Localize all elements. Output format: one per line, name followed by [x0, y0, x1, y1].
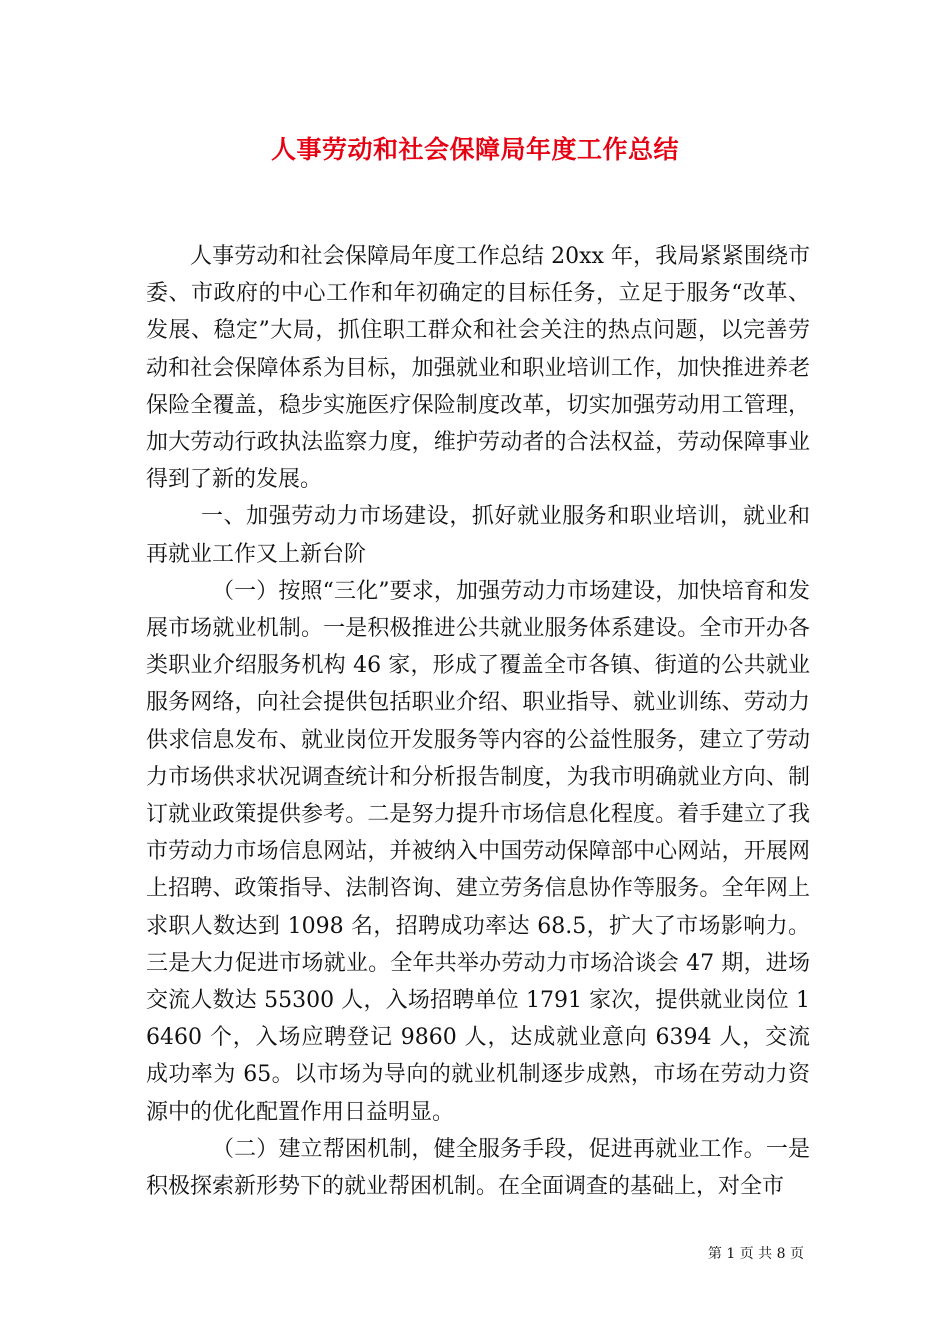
page-number: 第 1 页 共 8 页 [707, 1246, 804, 1262]
subsection-paragraph-2: （二）建立帮困机制，健全服务手段，促进再就业工作。一是积极探索新形势下的就业帮困机制。在全面调查的基础上，对全市 [146, 1136, 810, 1200]
document-title: 人事劳动和社会保障局年度工作总结 [270, 135, 679, 164]
intro-paragraph: 人事劳动和社会保障局年度工作总结 20xx 年，我局紧紧围绕市委、市政府的中心工作和年初确定的目标任务，立足于服务“改革、发展、稳定”大局，抓住职工群众和社会关注的热点问题，以完善劳动和社会保障体系为目标，加强就业和职业培训工作，加快推进养老保险全覆盖，稳步实施医疗保险制度改革，切实加强劳动用工管理，加大劳动行政执法监察力度，维护劳动者的合法权益，劳动保障事业得到了新的发展。 [146, 244, 810, 493]
document-body [146, 238, 810, 1205]
subsection-paragraph-1: （一）按照“三化”要求，加强劳动力市场建设，加快培育和发展市场就业机制。一是积极推进公共就业服务体系建设。全市开办各类职业介绍服务机构 46 家，形成了覆盖全市各镇、街道的公共就业服务网络，向社会提供包括职业介绍、职业指导、就业训练、劳动力供求信息发布、就业岗位开发服务等内容的公益性服务，建立了劳动力市场供求状况调查统计和分析报告制度，为我市明确就业方向、制订就业政策提供参考。二是努力提升市场信息化程度。着手建立了我市劳动力市场信息网站，并被纳入中国劳动保障部中心网站，开展网上招聘、政策指导、法制咨询、建立劳务信息协作等服务。全年网上求职人数达到 1098 名，招聘成功率达 68.5，扩大了市场影响力。三是大力促进市场就业。全年共举办劳动力市场洽谈会 47 期，进场交流人数达 55300 人，入场招聘单位 1791 家次，提供就业岗位 16460 个，入场应聘登记 9860 人，达成就业意向 6394 人，交流成功率为 65。以市场为导向的就业机制逐步成熟，市场在劳动力资源中的优化配置作用日益明显。 [146, 578, 810, 1125]
section-heading-1: 一、加强劳动力市场建设，抓好就业服务和职业培训，就业和再就业工作又上新台阶 [146, 504, 810, 567]
